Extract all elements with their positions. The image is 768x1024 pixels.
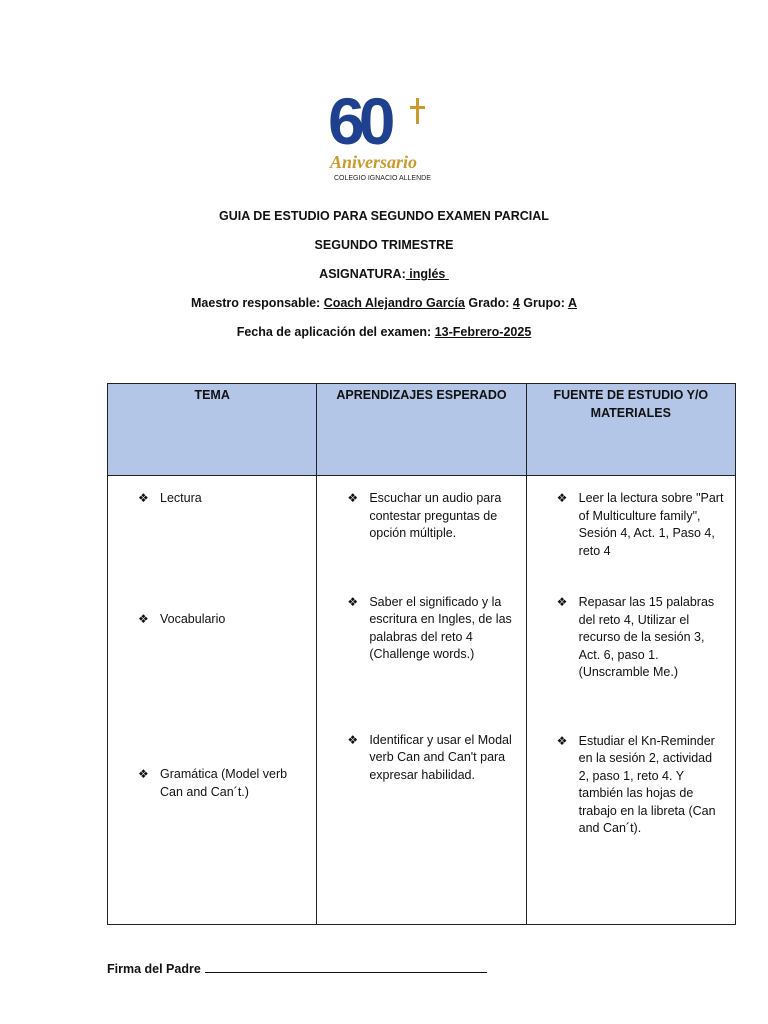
grade-label: Grado:: [464, 296, 513, 310]
header-aprendizajes: APRENDIZAJES ESPERADO: [317, 384, 526, 476]
svg-text:60: 60: [328, 86, 390, 158]
tema-cell: [108, 476, 317, 925]
header-fuente: FUENTE DE ESTUDIO Y/O MATERIALES: [526, 384, 735, 476]
list-item: [347, 594, 515, 664]
list-item: [557, 594, 725, 682]
group-value: A: [567, 296, 577, 310]
header-tema: TEMA: [108, 384, 317, 476]
bullet-icon: ❖: [138, 767, 149, 781]
trimester: SEGUNDO TRIMESTRE: [314, 238, 454, 252]
tema-text: Gramática (Model verb Can and Can´t.): [160, 767, 288, 799]
list-item: [557, 490, 725, 560]
signature-label: Firma del Padre: [107, 962, 201, 976]
bullet-icon: ❖: [347, 732, 359, 747]
bullet-icon: ❖: [556, 733, 568, 748]
document-title: GUIA DE ESTUDIO PARA SEGUNDO EXAMEN PARCIAL: [219, 209, 549, 223]
table-row: [108, 476, 736, 925]
list-item: [138, 611, 306, 629]
subject-label: ASIGNATURA:: [319, 267, 406, 281]
teacher-value: Coach Alejandro García: [323, 296, 465, 310]
teacher-label: Maestro responsable:: [191, 296, 324, 310]
teacher-line: [0, 296, 768, 310]
list-item: [347, 490, 515, 543]
school-anniversary-logo: [326, 86, 438, 186]
bullet-icon: ❖: [138, 611, 149, 626]
date-label: Fecha de aplicación del examen:: [236, 325, 435, 339]
fuente-text: Estudiar el Kn-Reminder en la sesión 2, actividad 2, paso 1, reto 4. Y también las hojas de trabajo en la libreta (Can and Can´t).: [578, 733, 716, 835]
aprendizaje-text: Identificar y usar el Modal verb Can and Can't para expresar habilidad.: [369, 732, 512, 782]
subject-line: [0, 267, 768, 281]
svg-text:COLEGIO IGNACIO ALLENDE: COLEGIO IGNACIO ALLENDE: [334, 175, 431, 182]
bullet-icon: ❖: [556, 491, 568, 505]
fuente-text: Leer la lectura sobre "Part of Multiculture family", Sesión 4, Act. 1, Paso 4, reto 4: [578, 491, 724, 558]
bullet-icon: ❖: [138, 491, 149, 505]
aprendizaje-text: Escuchar un audio para contestar preguntas de opción múltiple.: [369, 491, 502, 540]
signature-line[interactable]: [205, 972, 487, 973]
aprendizaje-text: Saber el significado y la escritura en Ingles, de las palabras del reto 4 (Challenge words.): [369, 594, 512, 661]
parent-signature: [107, 962, 487, 976]
subject-value: inglés: [405, 267, 449, 281]
list-item: [138, 490, 306, 508]
date-value: 13-Febrero-2025: [434, 325, 532, 339]
list-item: [347, 732, 515, 785]
exam-date-line: [0, 325, 768, 339]
fuente-cell: [526, 476, 735, 925]
list-item: [138, 766, 306, 801]
bullet-icon: ❖: [556, 595, 568, 609]
aprendizaje-cell: [317, 476, 526, 925]
tema-text: Vocabulario: [160, 611, 226, 626]
tema-text: Lectura: [160, 491, 202, 505]
grade-value: 4: [512, 296, 520, 310]
list-item: [557, 733, 725, 838]
bullet-icon: ❖: [347, 491, 359, 505]
bullet-icon: ❖: [347, 594, 359, 609]
svg-text:Aniversario: Aniversario: [330, 152, 418, 172]
group-label: Grupo:: [519, 296, 568, 310]
study-guide-table: [107, 383, 736, 925]
fuente-text: Repasar las 15 palabras del reto 4, Utilizar el recurso de la sesión 3, Act. 6, paso 1. (Unscramble Me.): [578, 595, 715, 679]
table-header-row: [108, 384, 736, 476]
